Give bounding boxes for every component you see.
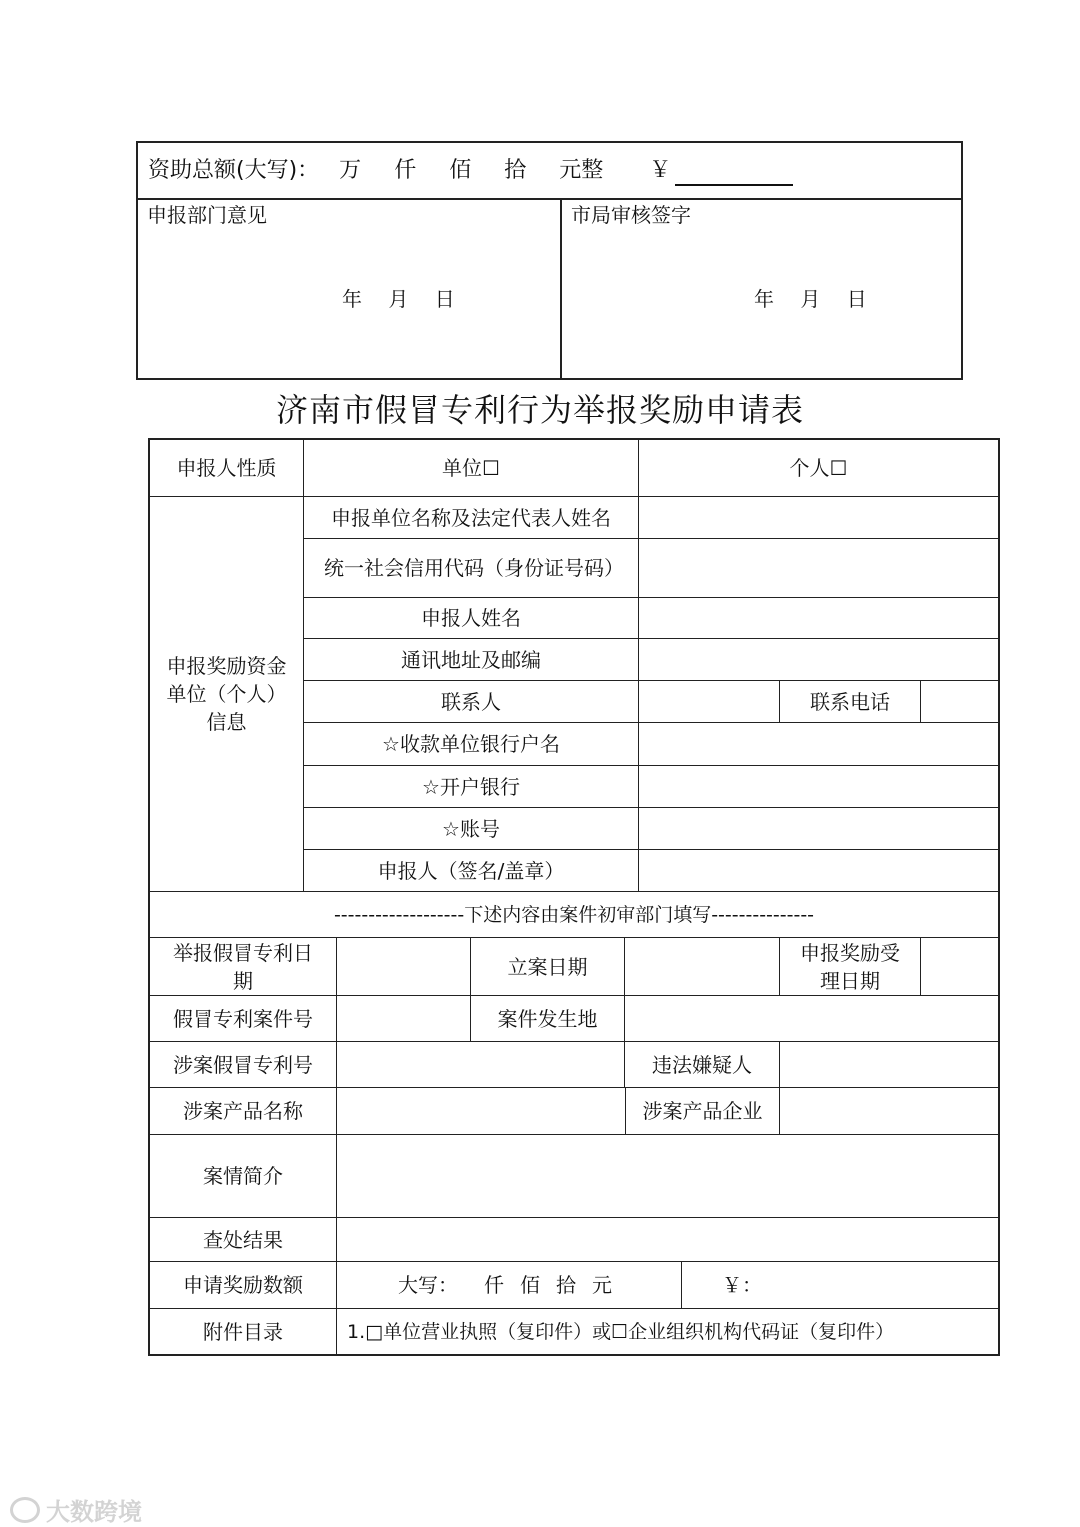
total-amount-label: 资助总额(大写)： (148, 158, 320, 183)
reward-amount-caps[interactable] (337, 1262, 681, 1308)
bureau-sign-label: 市局审核签字 (571, 203, 691, 227)
phone-input[interactable] (921, 681, 998, 722)
amount-unit-yuan: 元 (592, 1273, 612, 1297)
amount-caps-label: 大写： (398, 1273, 458, 1297)
accept-date-input[interactable] (921, 938, 998, 995)
case-location-label: 案件发生地 (497, 1006, 598, 1031)
filing-date-label: 立案日期 (507, 954, 588, 979)
unit-bai: 佰 (449, 158, 472, 183)
bank-account-name-label: ☆收款单位银行户名 (382, 732, 560, 756)
dept-opinion-label: 申报部门意见 (147, 203, 267, 227)
applicant-name-input[interactable] (639, 598, 998, 638)
case-summary-input[interactable] (337, 1135, 998, 1217)
date-year: 年 (754, 287, 774, 311)
date-day: 日 (846, 287, 867, 311)
case-summary-label: 案情简介 (203, 1164, 283, 1188)
section-divider: -------------------下述内容由案件初审部门填写--------------- (333, 903, 815, 926)
date-year: 年 (342, 287, 362, 311)
phone-label: 联系电话 (810, 689, 890, 714)
option-person-checkbox[interactable]: 个人☐ (789, 456, 848, 480)
patent-no-label: 涉案假冒专利号 (173, 1052, 313, 1077)
result-label: 查处结果 (203, 1227, 283, 1252)
signature-label: 申报人（签名/盖章） (377, 858, 565, 883)
form-title: 济南市假冒专利行为举报奖励申请表 (275, 391, 804, 429)
credit-code-input[interactable] (639, 539, 998, 597)
unit-shi: 拾 (504, 158, 527, 183)
reward-amount-figure[interactable] (682, 1262, 998, 1308)
account-no-input[interactable] (639, 808, 998, 849)
credit-code-label: 统一社会信用代码（身份证号码） (324, 556, 624, 580)
case-no-label: 假冒专利案件号 (173, 1006, 313, 1031)
product-company-label: 涉案产品企业 (642, 1099, 763, 1123)
bank-label: ☆开户银行 (422, 774, 520, 799)
date-month: 月 (800, 287, 821, 311)
suspect-input[interactable] (780, 1042, 998, 1087)
info-group-label: 申报奖励资金单位（个人）信息 (166, 654, 287, 734)
unit-qian: 仟 (394, 158, 417, 183)
product-name-input[interactable] (337, 1088, 625, 1134)
case-no-input[interactable] (337, 996, 470, 1041)
option-unit-checkbox[interactable]: 单位☐ (442, 456, 500, 480)
date-day: 日 (434, 287, 455, 311)
watermark (10, 1492, 142, 1527)
applicant-nature-label: 申报人性质 (176, 456, 277, 480)
contact-label: 联系人 (441, 689, 501, 714)
currency-symbol: ￥ (649, 158, 672, 183)
watermark-logo-icon (10, 1497, 40, 1523)
unit-yuanzheng: 元整 (559, 158, 604, 183)
reward-amount-label: 申请奖励数额 (183, 1273, 303, 1297)
product-name-label: 涉案产品名称 (183, 1099, 303, 1123)
signature-input[interactable] (639, 850, 998, 891)
unit-name-label: 申报单位名称及法定代表人姓名 (331, 505, 611, 530)
report-date-label: 举报假冒专利日期 (173, 940, 313, 993)
amount-unit-bai: 佰 (520, 1273, 540, 1297)
dept-date (332, 286, 465, 312)
contact-input[interactable] (639, 681, 779, 722)
address-label: 通讯地址及邮编 (401, 647, 541, 672)
unit-name-input[interactable] (639, 497, 998, 538)
address-input[interactable] (639, 639, 998, 680)
result-input[interactable] (337, 1218, 998, 1261)
amount-unit-shi: 拾 (556, 1273, 576, 1297)
attachment-list[interactable]: 1.□单位营业执照（复印件）或☐企业组织机构代码证（复印件） (347, 1320, 895, 1343)
amount-unit-qian: 仟 (484, 1273, 504, 1297)
total-amount-row (148, 156, 793, 186)
product-company-input[interactable] (780, 1088, 998, 1134)
bank-input[interactable] (639, 766, 998, 807)
case-location-input[interactable] (625, 996, 998, 1041)
unit-wan: 万 (339, 158, 362, 183)
bank-account-name-input[interactable] (639, 723, 998, 765)
watermark-text: 大数跨境 (46, 1498, 142, 1526)
attachment-label: 附件目录 (203, 1319, 283, 1344)
date-month: 月 (388, 287, 409, 311)
accept-date-label: 申报奖励受理日期 (800, 940, 900, 993)
bureau-date (744, 286, 877, 312)
suspect-label: 违法嫌疑人 (652, 1052, 752, 1077)
patent-no-input[interactable] (337, 1042, 624, 1087)
account-no-label: ☆账号 (442, 816, 500, 841)
filing-date-input[interactable] (625, 938, 779, 995)
applicant-name-label: 申报人姓名 (421, 606, 521, 630)
report-date-input[interactable] (337, 938, 470, 995)
amount-currency-label: ￥： (722, 1273, 762, 1297)
amount-blank[interactable] (675, 164, 793, 186)
